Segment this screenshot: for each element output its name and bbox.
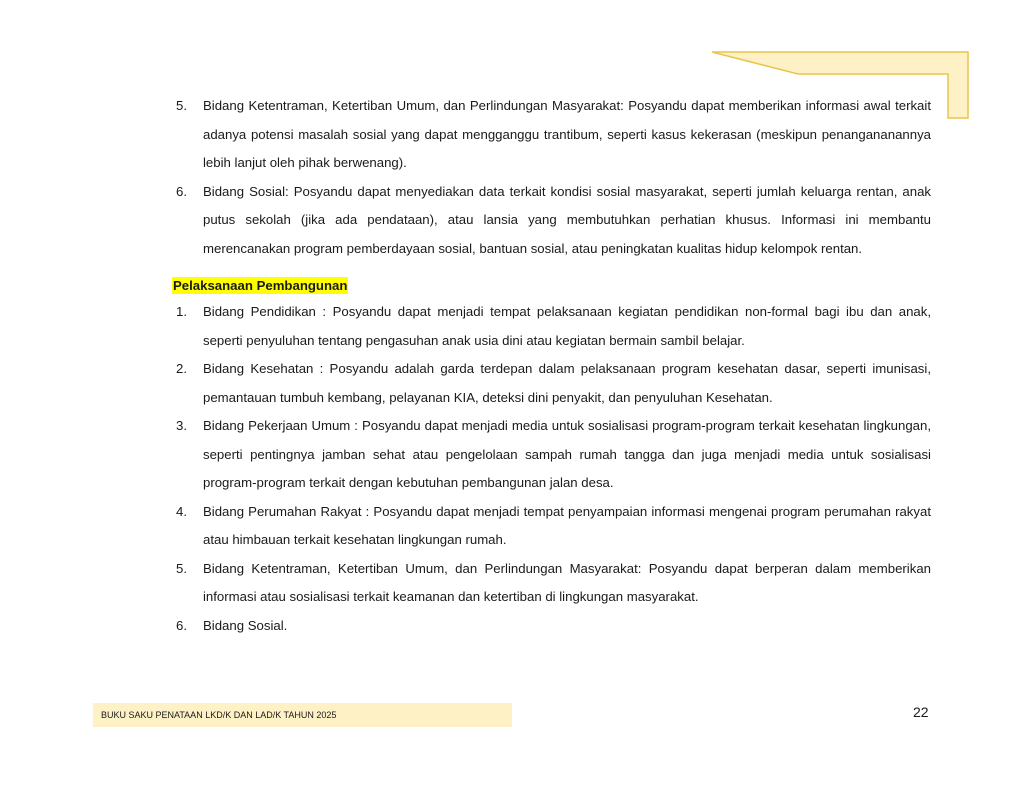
list-item-number: 2.	[176, 361, 187, 376]
list-item-number: 5.	[176, 560, 187, 576]
section-heading: Pelaksanaan Pembangunan	[173, 278, 348, 293]
top-list	[172, 92, 931, 263]
list-item	[172, 555, 931, 612]
list-item-number: 4.	[176, 503, 187, 519]
list-item	[172, 92, 931, 178]
list-item-text: Bidang Sosial.	[203, 617, 288, 633]
footer-book-title: BUKU SAKU PENATAAN LKD/K DAN LAD/K TAHUN 2025	[93, 703, 512, 727]
list-item-number: 6.	[176, 617, 187, 633]
list-item	[172, 178, 931, 264]
list-item-text: Bidang Ketentraman, Ketertiban Umum, dan Perlindungan Masyarakat: Posyandu dapat memberikan informasi awal terkait adanya potensi masalah sosial yang dapat mengganggu trantibum, seperti kasus kekerasan (meskipun penangananannya lebih lanjut oleh pihak berwenang).	[203, 98, 931, 170]
list-item	[172, 355, 931, 412]
list-item-text: Bidang Perumahan Rakyat : Posyandu dapat menjadi tempat penyampaian informasi mengenai program perumahan rakyat atau himbauan terkait kesehatan lingkungan rumah.	[203, 503, 931, 547]
list-item	[172, 498, 931, 555]
page-number: 22	[913, 704, 929, 720]
list-item	[172, 612, 931, 641]
list-item-text: Bidang Sosial: Posyandu dapat menyediakan data terkait kondisi sosial masyarakat, seperti jumlah keluarga rentan, anak putus sekolah (jika ada pendataan), atau lansia yang membutuhkan perhatian khusus. Informasi ini membantu merencanakan program pemberdayaan sosial, bantuan sosial, atau peningkatan kualitas hidup kelompok rentan.	[203, 183, 931, 256]
page-content	[172, 92, 931, 640]
list-item-number: 6.	[176, 183, 187, 199]
list-item-number: 1.	[176, 304, 187, 319]
list-item-text: Bidang Kesehatan : Posyandu adalah garda terdepan dalam pelaksanaan program kesehatan dasar, seperti imunisasi, pemantauan tumbuh kembang, pelayanan KIA, deteksi dini penyakit, dan penyuluhan Kesehatan.	[203, 361, 931, 405]
section-list	[172, 298, 931, 640]
list-item-number: 3.	[176, 418, 187, 433]
list-item-number: 5.	[176, 98, 187, 113]
list-item-text: Bidang Pekerjaan Umum : Posyandu dapat menjadi media untuk sosialisasi program-program terkait kesehatan lingkungan, seperti pentingnya jamban sehat atau pengelolaan sampah rumah tangga dan juga menjadi media untuk sosialisasi program-program terkait dengan kebutuhan pembangunan jalan desa.	[203, 418, 931, 490]
list-item	[172, 412, 931, 498]
list-item	[172, 298, 931, 355]
list-item-text: Bidang Pendidikan : Posyandu dapat menjadi tempat pelaksanaan kegiatan pendidikan non-formal bagi ibu dan anak, seperti penyuluhan tentang pengasuhan anak usia dini atau kegiatan bermain sambil belajar.	[203, 304, 931, 348]
list-item-text: Bidang Ketentraman, Ketertiban Umum, dan Perlindungan Masyarakat: Posyandu dapat berperan dalam memberikan informasi atau sosialisasi terkait keamanan dan ketertiban di lingkungan masyarakat.	[203, 560, 931, 604]
